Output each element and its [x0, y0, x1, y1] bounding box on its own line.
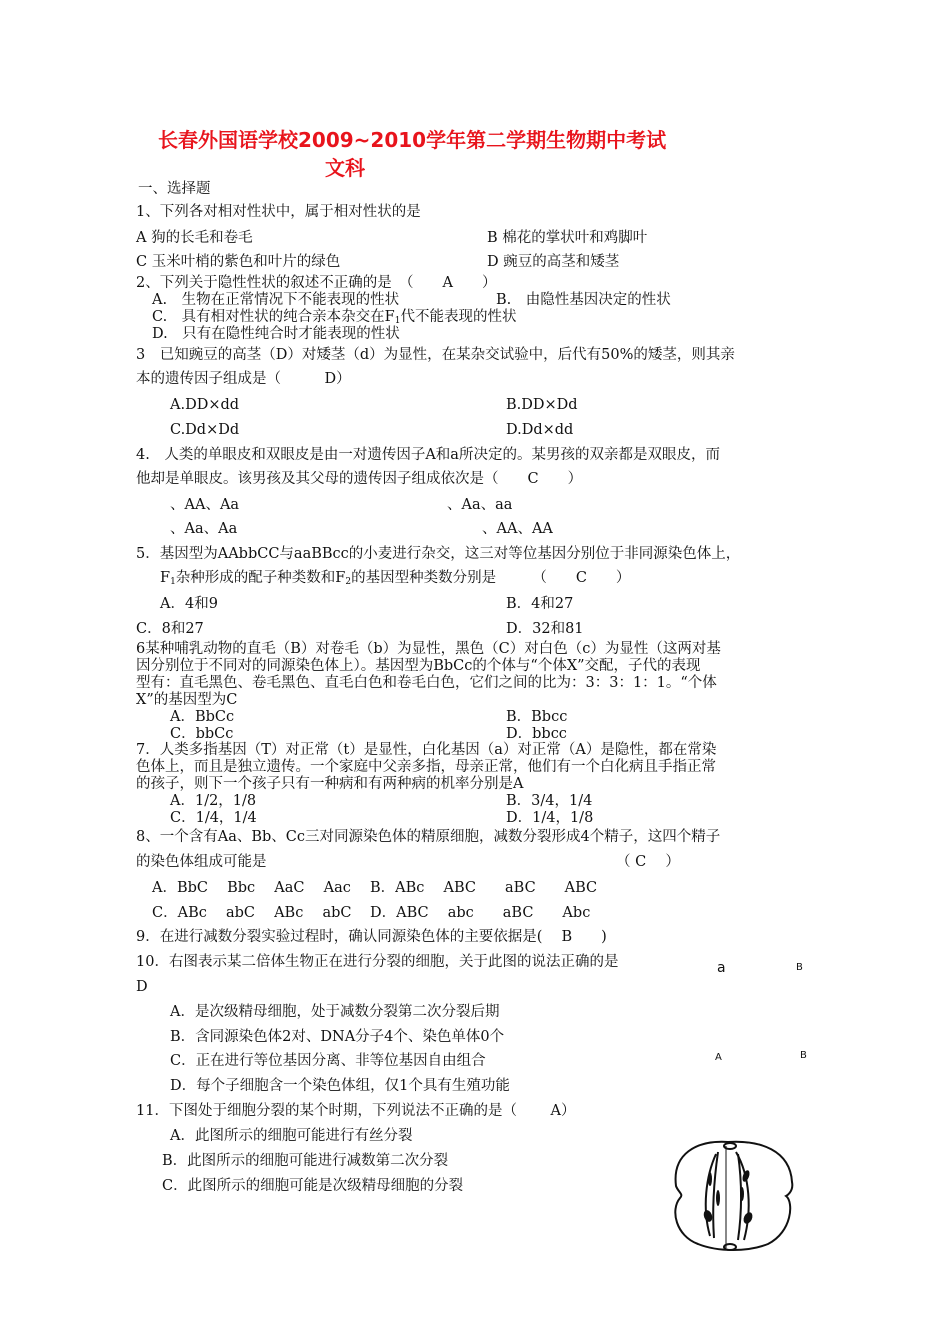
q5-stem-line2: $F_1$杂种形成的配子种类数和$F_2$的基因型种类数分别是 （ C ）: [160, 570, 631, 587]
q10-figure-label-b-bottom: B: [800, 1050, 807, 1061]
q11-option-b: B．此图所示的细胞可能进行减数第二次分裂: [162, 1153, 449, 1169]
q4-option-c: 、Aa、Aa: [170, 521, 238, 537]
q5-option-c: C．8和27: [136, 621, 204, 637]
q5-option-b: B．4和27: [506, 596, 574, 612]
q3-option-c: C.Dd×Dd: [170, 422, 240, 438]
q6-option-a: A．BbCc: [170, 709, 235, 725]
q7-option-b: B．3/4，1/4: [506, 793, 593, 809]
q4-option-b: 、Aa、aa: [447, 497, 513, 513]
q2-option-d: D. 只有在隐性纯合时才能表现的性状: [152, 326, 400, 342]
q8-stem-line2: 的染色体组成可能是: [136, 854, 267, 870]
q11-option-c: C．此图所示的细胞可能是次级精母细胞的分裂: [162, 1178, 464, 1194]
q6-stem-line3: 型有：直毛黑色、卷毛黑色、直毛白色和卷毛白色，它们之间的比为：3：3：1：1。“个体: [136, 675, 717, 691]
q7-option-a: A．1/2，1/8: [170, 793, 257, 809]
q6-stem-line4: X”的基因型为C: [136, 692, 238, 708]
q11-stem: 11．下图处于细胞分裂的某个时期，下列说法不正确的是（ A）: [136, 1103, 576, 1119]
q8-answer: （ C ）: [616, 854, 680, 870]
q8-option-d: D．ABC abc aBC Abc: [370, 905, 591, 921]
q10-answer: D: [136, 979, 148, 995]
q7-stem-line2: 色体上，而且是独立遗传。一个家庭中父亲多指，母亲正常，他们有一个白化病且手指正常: [136, 759, 716, 775]
q2-option-c: C. 具有相对性状的纯合亲本杂交在$F_1$代不能表现的性状: [152, 309, 517, 326]
q1-option-d: D 豌豆的高茎和矮茎: [487, 254, 620, 270]
q1-stem: 1、下列各对相对性状中，属于相对性状的是: [136, 204, 421, 220]
q3-option-d: D.Dd×dd: [506, 422, 574, 438]
q8-option-c: C．ABc abC ABc abC: [152, 905, 352, 921]
q4-stem-line2: 他却是单眼皮。该男孩及其父母的遗传因子组成依次是（ C ）: [136, 471, 583, 487]
q3-option-a: A.DD×dd: [170, 397, 240, 413]
q2-stem: 2、下列关于隐性性状的叙述不正确的是 （ A ）: [136, 275, 497, 291]
q10-figure-label-b-top: B: [796, 962, 803, 973]
q10-stem: 10．右图表示某二倍体生物正在进行分裂的细胞，关于此图的说法正确的是: [136, 954, 619, 970]
q4-option-d: 、AA、AA: [482, 521, 553, 537]
q10-figure-label-a-upper: A: [715, 1052, 722, 1063]
q11-option-a: A．此图所示的细胞可能进行有丝分裂: [170, 1128, 413, 1144]
q5-stem-line1: 5．基因型为AAbbCC与aaBBcc的小麦进行杂交，这三对等位基因分别位于非同源染色体上，: [136, 546, 741, 562]
q2-option-b: B. 由隐性基因决定的性状: [496, 292, 671, 308]
q10-option-d: D．每个子细胞含一个染色体组，仅1个具有生殖功能: [170, 1078, 510, 1094]
q1-option-a: A 狗的长毛和卷毛: [136, 230, 253, 246]
q3-stem-line2: 本的遗传因子组成是（ D）: [136, 371, 351, 387]
q2-option-a: A. 生物在正常情况下不能表现的性状: [152, 292, 400, 308]
q7-stem-line1: 7．人类多指基因（T）对正常（t）是显性，白化基因（a）对正常（A）是隐性，都在常染: [136, 742, 717, 758]
q4-option-a: 、AA、Aa: [170, 497, 240, 513]
q8-option-b: B．ABc ABC aBC ABC: [370, 880, 598, 896]
q3-stem-line1: 3 已知豌豆的高茎（D）对矮茎（d）为显性，在某杂交试验中，后代有50%的矮茎，则其亲: [136, 347, 735, 363]
q5-option-d: D．32和81: [506, 621, 584, 637]
q6-option-b: B．Bbcc: [506, 709, 568, 725]
q7-option-d: D．1/4，1/8: [506, 810, 594, 826]
q4-stem-line1: 4. 人类的单眼皮和双眼皮是由一对遗传因子A和a所决定的。某男孩的双亲都是双眼皮，而: [136, 447, 720, 463]
q10-figure-label-a: a: [717, 960, 726, 976]
q10-option-c: C．正在进行等位基因分离、非等位基因自由组合: [170, 1053, 486, 1069]
q7-option-c: C．1/4，1/4: [170, 810, 257, 826]
q11-cell-division-figure: [668, 1136, 798, 1254]
q6-option-c: C．bbCc: [170, 726, 234, 742]
exam-subtitle: 文科: [325, 156, 365, 180]
q6-stem-line1: 6某种哺乳动物的直毛（B）对卷毛（b）为显性，黑色（C）对白色（c）为显性（这两对基: [136, 641, 721, 657]
q3-option-b: B.DD×Dd: [506, 397, 578, 413]
q1-option-c: C 玉米叶梢的紫色和叶片的绿色: [136, 254, 341, 270]
q10-option-a: A．是次级精母细胞，处于减数分裂第二次分裂后期: [170, 1004, 500, 1020]
exam-title: 长春外国语学校2009~2010学年第二学期生物期中考试: [158, 128, 667, 152]
section-heading: 一、选择题: [138, 181, 211, 197]
q8-option-a: A．BbC Bbc AaC Aac: [152, 880, 351, 896]
q1-option-b: B 棉花的掌状叶和鸡脚叶: [487, 230, 648, 246]
q10-option-b: B．含同源染色体2对、DNA分子4个、染色单体0个: [170, 1029, 505, 1045]
q9-stem: 9．在进行减数分裂实验过程时，确认同源染色体的主要依据是( B ): [136, 929, 607, 945]
q6-option-d: D．bbcc: [506, 726, 567, 742]
q6-stem-line2: 因分别位于不同对的同源染色体上）。基因型为BbCc的个体与“个体X”交配，子代的表现: [136, 658, 701, 674]
q5-option-a: A．4和9: [160, 596, 218, 612]
q8-stem-line1: 8、一个含有Aa、Bb、Cc三对同源染色体的精原细胞，减数分裂形成4个精子，这四个精子: [136, 829, 721, 845]
q7-stem-line3: 的孩子，则下一个孩子只有一种病和有两种病的机率分别是A: [136, 776, 524, 792]
